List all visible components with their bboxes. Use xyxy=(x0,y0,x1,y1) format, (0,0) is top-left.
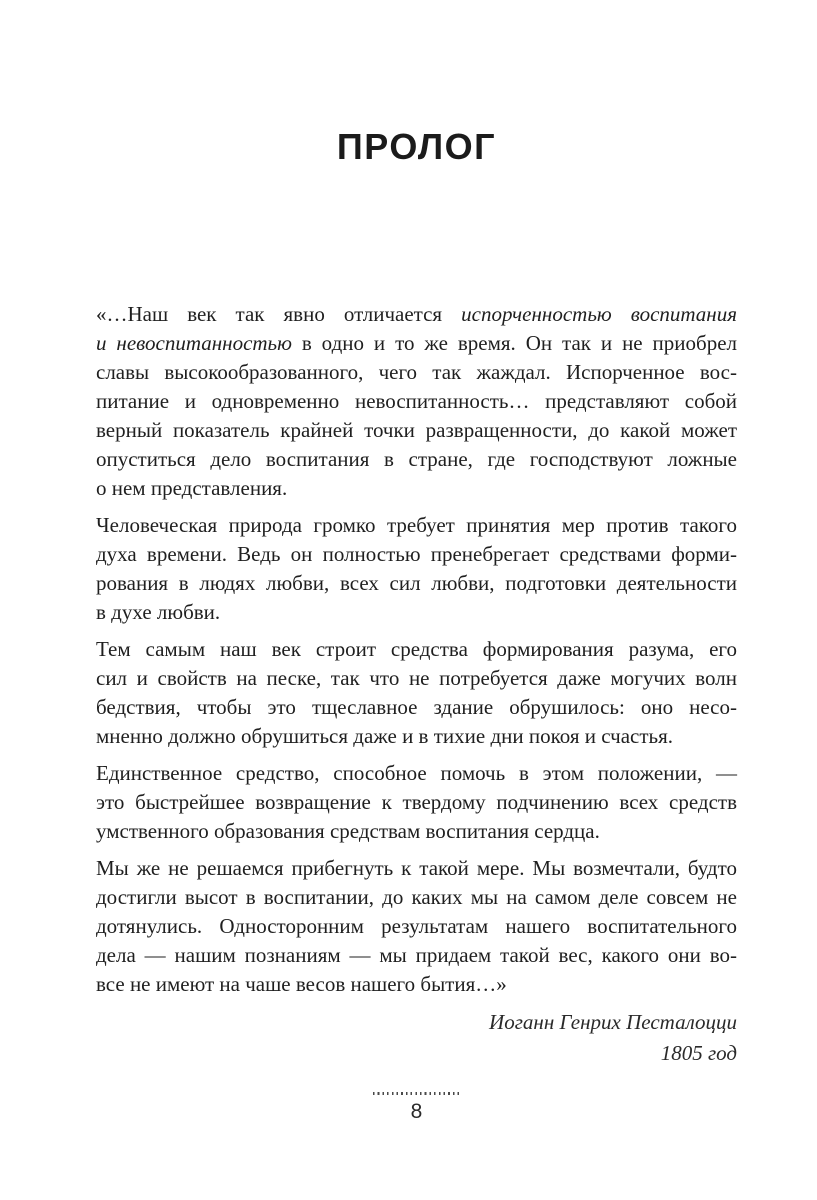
text-run: все не имеют на чаше весов нашего бытия…» xyxy=(96,972,507,996)
text-line xyxy=(96,329,737,358)
text-line xyxy=(96,970,737,999)
signature-author: Иоганн Генрих Песталоцци xyxy=(489,1010,737,1034)
text-line xyxy=(96,817,737,846)
text-run: духа времени. Ведь он полностью пренебрегает средствами форми- xyxy=(96,542,737,566)
text-line xyxy=(96,635,737,664)
italic-text-run: испорченностью воспитания xyxy=(461,302,737,326)
text-run: бедствия, чтобы это тщеславное здание обрушилось: оно несо- xyxy=(96,695,737,719)
paragraph xyxy=(96,759,737,846)
text-run: мненно должно обрушиться даже и в тихие дни покоя и счастья. xyxy=(96,724,673,748)
text-line xyxy=(96,883,737,912)
text-run: о нем представления. xyxy=(96,476,288,500)
text-line xyxy=(96,722,737,751)
paragraph xyxy=(96,300,737,503)
text-line xyxy=(96,569,737,598)
signature-block xyxy=(96,1007,737,1069)
text-line xyxy=(96,511,737,540)
text-line xyxy=(96,941,737,970)
paragraph xyxy=(96,854,737,999)
text-run: сил и свойств на песке, так что не потребуется даже могучих волн xyxy=(96,666,737,690)
text-run: «…Наш век так явно отличается xyxy=(96,302,462,326)
text-line xyxy=(96,664,737,693)
text-line xyxy=(96,540,737,569)
signature-year: 1805 год xyxy=(660,1041,737,1065)
text-run: Человеческая природа громко требует принятия мер против такого xyxy=(96,513,737,537)
body-text xyxy=(96,300,737,999)
text-run: Тем самым наш век строит средства формирования разума, его xyxy=(96,637,737,661)
text-line xyxy=(96,445,737,474)
text-line xyxy=(96,358,737,387)
text-line xyxy=(96,387,737,416)
text-run: верный показатель крайней точки развращенности, до какой может xyxy=(96,418,737,442)
text-run: рования в людях любви, всех сил любви, подготовки деятельности xyxy=(96,571,737,595)
text-run: в духе любви. xyxy=(96,600,221,624)
text-run: это быстрейшее возвращение к твердому подчинению всех средств xyxy=(96,790,737,814)
paragraph xyxy=(96,511,737,627)
chapter-title: ПРОЛОГ xyxy=(336,126,497,167)
text-line xyxy=(96,474,737,503)
text-run: дела — нашим познаниям — мы придаем такой вес, какого они во- xyxy=(96,943,737,967)
text-run: дотянулись. Односторонним результатам нашего воспитательного xyxy=(96,914,737,938)
text-line xyxy=(96,693,737,722)
page-number: 8 xyxy=(410,1100,423,1123)
text-line xyxy=(96,912,737,941)
text-line xyxy=(96,300,737,329)
text-run: опуститься дело воспитания в стране, где господствуют ложные xyxy=(96,447,737,471)
text-run: Единственное средство, способное помочь в этом положении, — xyxy=(96,761,737,785)
text-line xyxy=(96,788,737,817)
paragraph xyxy=(96,635,737,751)
text-run: питание и одновременно невоспитанность… представляют собой xyxy=(96,389,737,413)
text-line xyxy=(96,598,737,627)
text-run: в одно и то же время. Он так и не приобрел xyxy=(291,331,738,355)
text-run: умственного образования средствам воспитания сердца. xyxy=(96,819,600,843)
italic-text-run: и невоспитанностью xyxy=(96,331,292,355)
text-line xyxy=(96,854,737,883)
dotted-divider xyxy=(373,1092,461,1095)
text-run: Мы же не решаемся прибегнуть к такой мере. Мы возмечтали, будто xyxy=(96,856,737,880)
text-line xyxy=(96,759,737,788)
text-line xyxy=(96,416,737,445)
text-run: славы высокообразованного, чего так жаждал. Испорченное вос- xyxy=(96,360,737,384)
text-run: достигли высот в воспитании, до каких мы на самом деле совсем не xyxy=(96,885,737,909)
